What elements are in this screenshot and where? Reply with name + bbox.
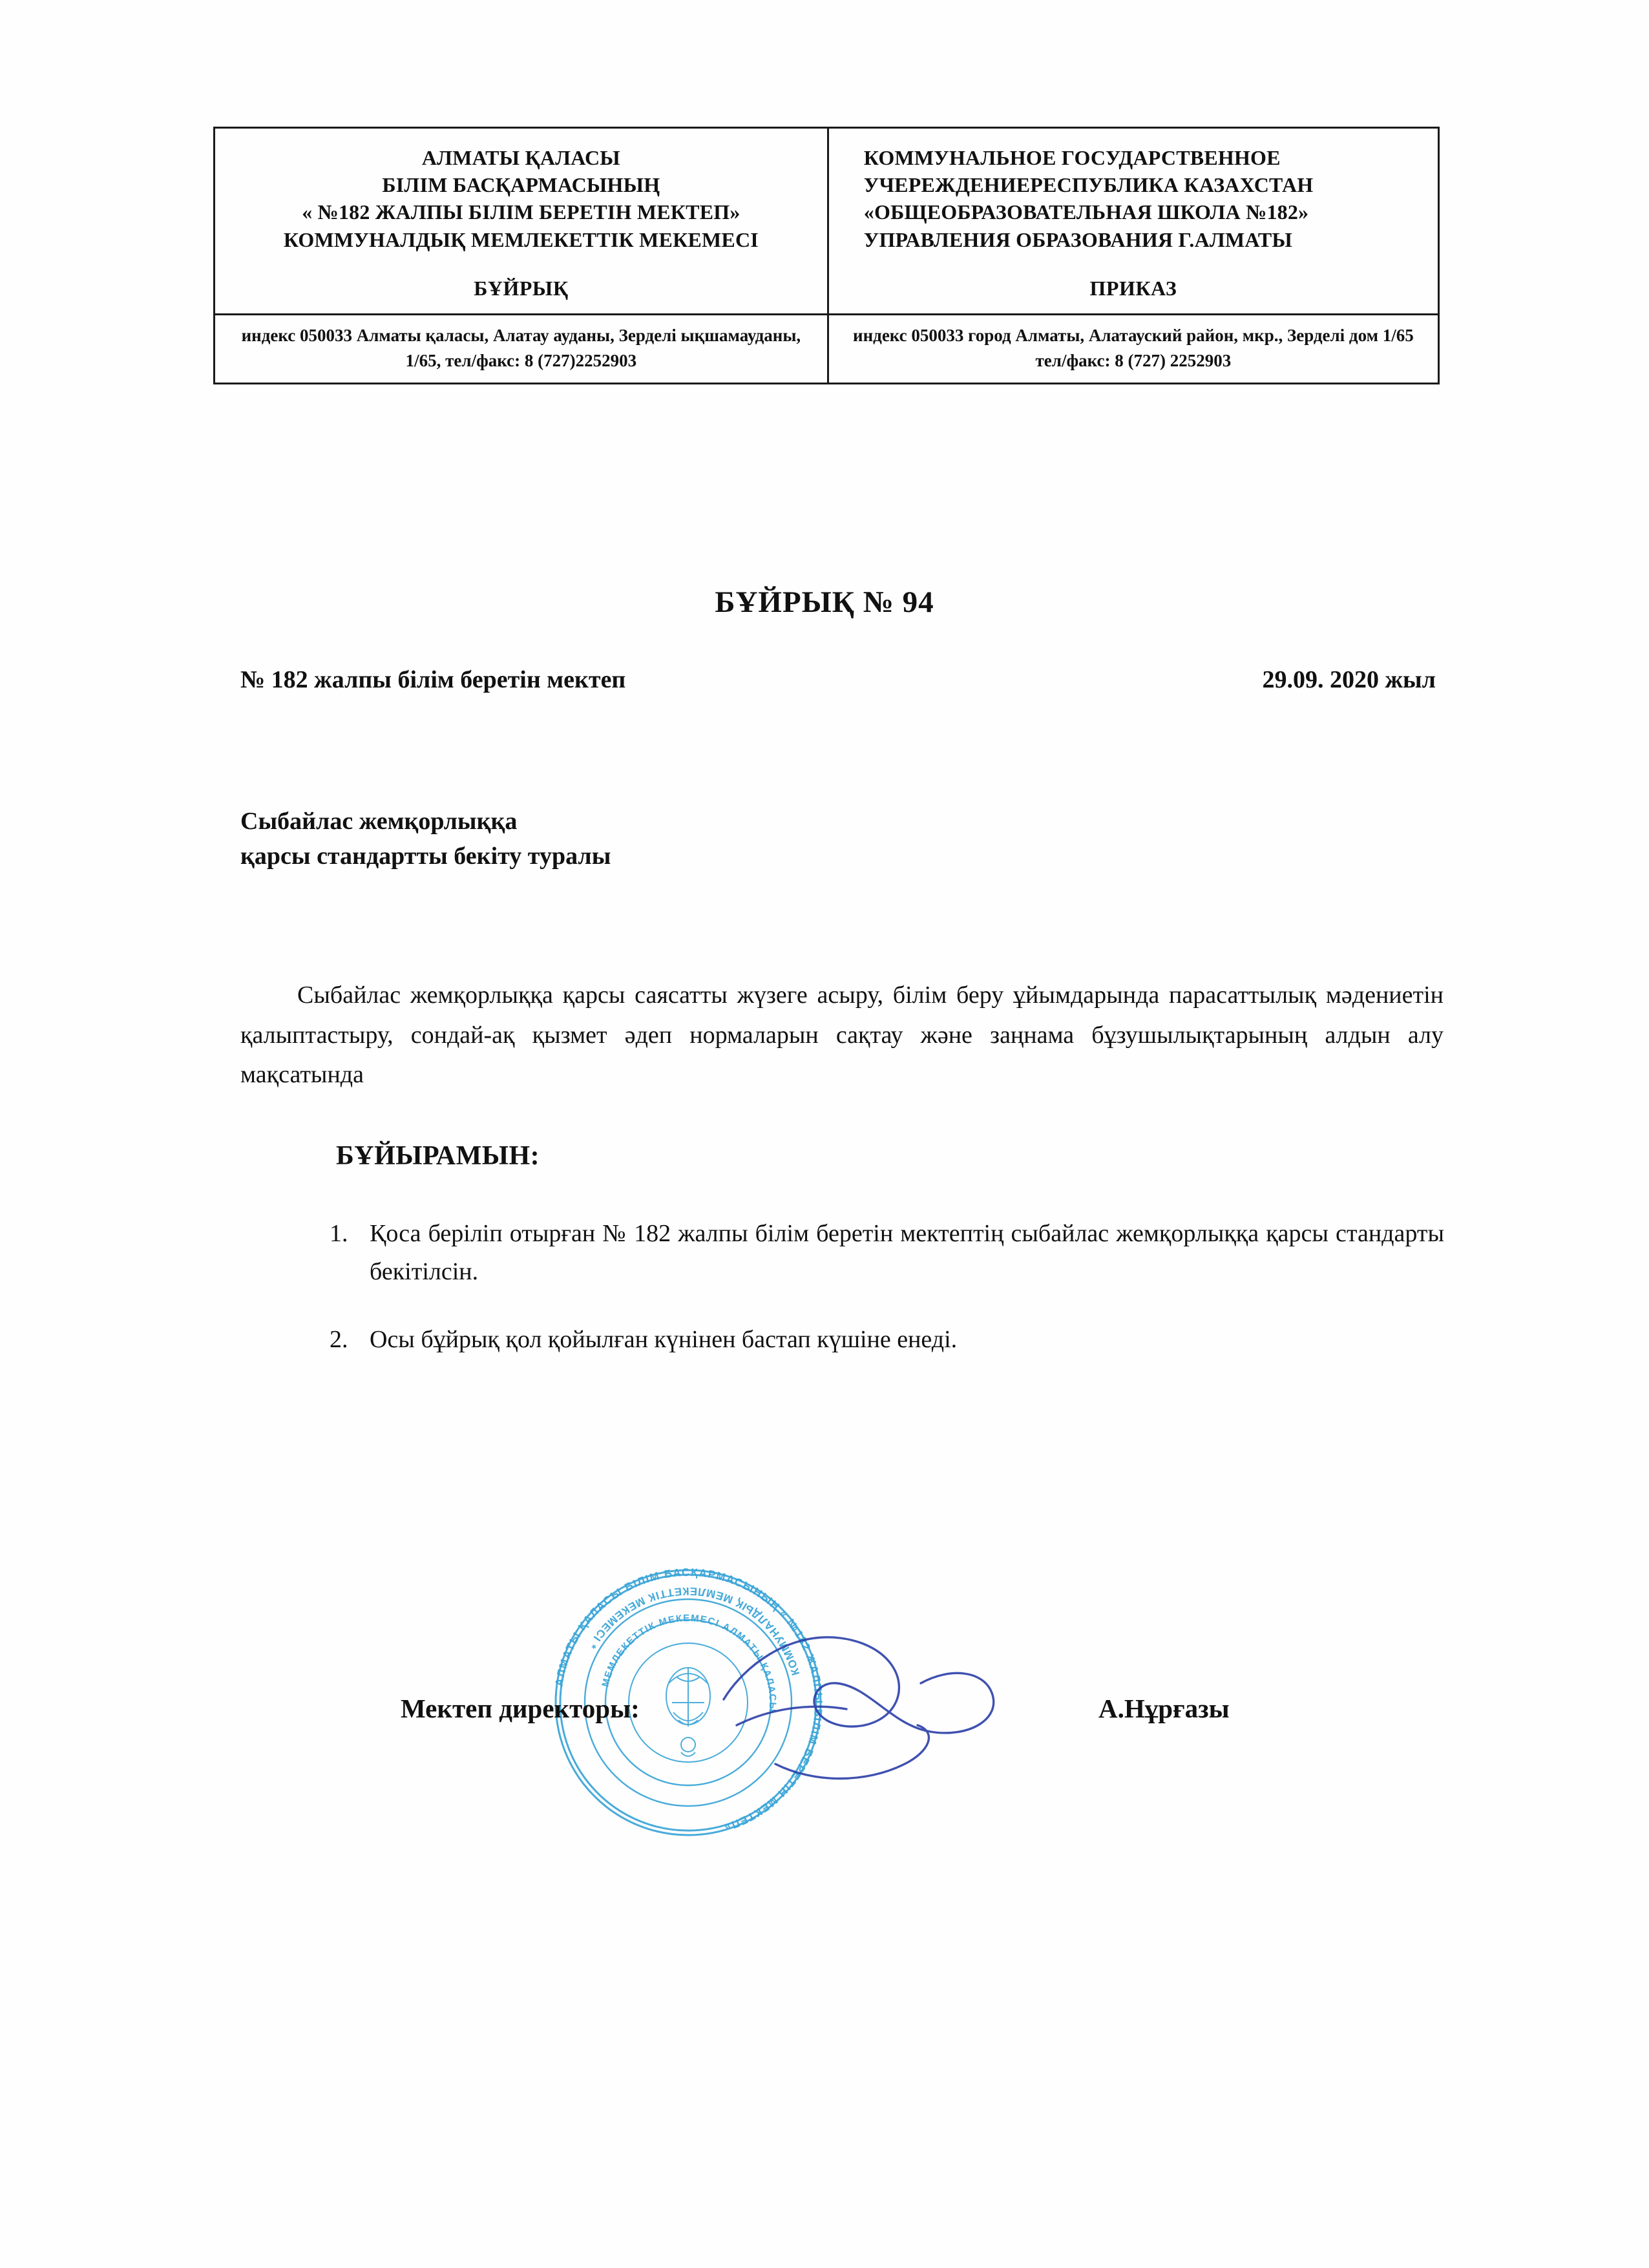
order-preamble: Сыбайлас жемқорлыққа қарсы саясатты жүзеге асыру, білім беру ұйымдарында парасаттылық мәдениетін қалыптастыру, сондай-ақ қызмет әдеп нормаларын сақтау және заңнама бұзушылықтарының алдын алу мақсатында — [240, 982, 1444, 1089]
org-line: БІЛІМ БАСҚАРМАСЫНЫҢ — [382, 173, 660, 197]
org-line: УЧЕРЕЖДЕНИЕРЕСПУБЛИКА КАЗАХСТАН — [863, 173, 1314, 197]
org-line: КОММУНАЛДЫҚ МЕМЛЕКЕТТІК МЕКЕМЕСІ — [283, 227, 759, 251]
order-clauses — [330, 1215, 1444, 1389]
order-subject — [240, 804, 611, 874]
stamp-outer-text-2: КОММУНАЛДЫҚ МЕМЛЕКЕТТІК МЕКЕМЕСІ * — [585, 1584, 803, 1677]
org-line: КОММУНАЛЬНОЕ ГОСУДАРСТВЕННОЕ — [863, 146, 1281, 169]
order-date: 29.09. 2020 жыл — [1262, 666, 1436, 693]
org-name-russian — [841, 144, 1426, 253]
org-name-kazakh — [227, 144, 815, 253]
clause-text: Қоса беріліп отырған № 182 жалпы білім беретін мектептің сыбайлас жемқорлыққа қарсы стандарты бекітілсін. — [370, 1220, 1444, 1285]
address-russian: индекс 050033 город Алматы, Алатауский район, мкр., Зерделі дом 1/65 тел/факс: 8 (727) 2252903 — [853, 325, 1414, 371]
order-clause — [330, 1321, 1444, 1359]
letterhead-table — [213, 127, 1440, 384]
letterhead-right-cell — [829, 129, 1438, 313]
school-name-line: № 182 жалпы білім беретін мектеп — [240, 666, 626, 693]
letterhead-top-row — [215, 129, 1438, 313]
subject-line: қарсы стандартты бекіту туралы — [240, 842, 611, 870]
clause-number: 2. — [330, 1325, 348, 1353]
org-line: «ОБЩЕОБРАЗОВАТЕЛЬНАЯ ШКОЛА №182» — [863, 200, 1309, 224]
director-signature — [698, 1570, 1060, 1829]
subject-line: Сыбайлас жемқорлыққа — [240, 808, 518, 835]
stamp-inner-text: МЕМЛЕКЕТТІК МЕКЕМЕСІ АЛМАТЫ ҚАЛАСЫ — [600, 1612, 779, 1714]
address-kazakh: индекс 050033 Алматы қаласы, Алатау ауданы, Зерделі ықшамауданы, 1/65, тел/факс: 8 (727)2252903 — [215, 315, 829, 383]
stamp-outer-text: АЛМАТЫ ҚАЛАСЫ БІЛІМ БАСҚАРМАСЫНЫҢ « №182 ЖАЛПЫ БІЛІМ БЕРЕТІН МЕКТЕП» — [552, 1566, 825, 1834]
org-line: АЛМАТЫ ҚАЛАСЫ — [421, 146, 620, 169]
doc-type-russian: ПРИКАЗ — [1089, 276, 1177, 300]
signature-title: Мектеп директоры: — [401, 1694, 640, 1723]
org-line: УПРАВЛЕНИЯ ОБРАЗОВАНИЯ Г.АЛМАТЫ — [863, 227, 1293, 251]
clause-number: 1. — [330, 1220, 348, 1247]
letterhead-address-row — [215, 313, 1438, 383]
orders-keyword: БҰЙЫРАМЫН: — [336, 1141, 540, 1171]
clause-text: Осы бұйрық қол қойылған күнінен бастап күшіне енеді. — [370, 1325, 958, 1353]
order-title: БҰЙРЫҚ № 94 — [715, 585, 934, 619]
letterhead-left-cell — [215, 129, 829, 313]
org-line: « №182 ЖАЛПЫ БІЛІМ БЕРЕТІН МЕКТЕП» — [302, 200, 740, 224]
order-clause — [330, 1215, 1444, 1291]
doc-type-kazakh: БҰЙРЫҚ — [474, 276, 569, 300]
signature-name: А.Нұрғазы — [1098, 1694, 1230, 1723]
